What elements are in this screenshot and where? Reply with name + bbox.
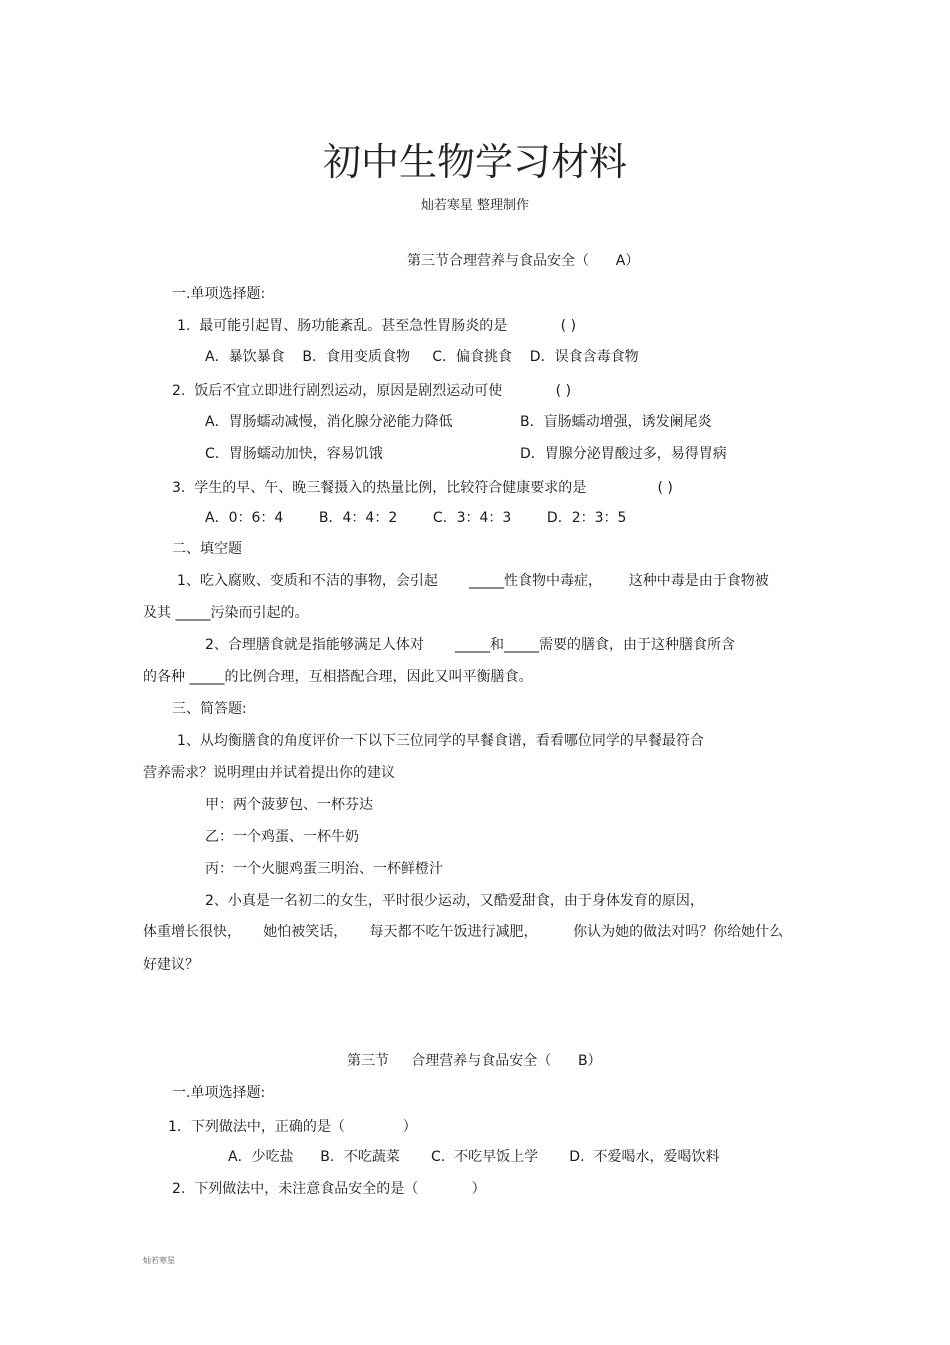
section-a-short1-jia: 甲：两个菠萝包、一杯芬达 xyxy=(205,797,373,813)
section-a-part1-title: 一.单项选择题: xyxy=(172,286,266,302)
section-a-q2: 2. 饭后不宜立即进行剧烈运动，原因是剧烈运动可使 ( ) xyxy=(172,383,572,399)
section-a-q2-option-b: B．盲肠蠕动增强，诱发阑尾炎 xyxy=(520,414,712,430)
section-b-q1: 1．下列做法中，正确的是（ ） xyxy=(168,1119,417,1135)
section-a-short2-line2: 体重增长很快， 她怕被笑话， 每天都不吃午饭进行减肥， 你认为她的做法对吗？你给她什么 xyxy=(143,924,784,940)
section-a-q2-option-c: C．胃肠蠕动加快，容易饥饿 xyxy=(205,446,383,462)
section-a-part2-title: 二、填空题 xyxy=(172,541,242,557)
section-a-part3-title: 三、简答题: xyxy=(172,701,247,717)
section-a-short2-line3: 好建议？ xyxy=(143,957,199,973)
author-line: 灿若寒星 整理制作 xyxy=(420,198,530,213)
section-a-q1: 1. 最可能引起胃、肠功能紊乱。甚至急性胃肠炎的是 ( ) xyxy=(177,318,577,334)
section-a-short1-bing: 丙：一个火腿鸡蛋三明治、一杯鲜橙汁 xyxy=(205,861,443,877)
section-a-q3-options: A．0：6：4 B．4：4：2 C．3：4：3 D．2：3：5 xyxy=(205,510,627,526)
section-a-heading: 第三节合理营养与食品安全（ A） xyxy=(407,253,640,269)
section-a-short2-line1: 2、小真是一名初二的女生，平时很少运动，又酷爱甜食，由于身体发育的原因， xyxy=(205,893,704,909)
section-a-q3: 3. 学生的早、午、晚三餐摄入的热量比例，比较符合健康要求的是 ( ) xyxy=(172,480,673,496)
section-a-q2-option-a: A．胃肠蠕动减慢，消化腺分泌能力降低 xyxy=(205,414,453,430)
section-a-q2-option-d: D．胃腺分泌胃酸过多，易得胃病 xyxy=(520,446,727,462)
document-title: 初中生物学习材料 xyxy=(322,140,627,184)
section-a-q1-options: A．暴饮暴食 B．食用变质食物 C．偏食挑食 D．误食含毒食物 xyxy=(205,349,639,365)
section-b-q1-options: A．少吃盐 B．不吃蔬菜 C. 不吃早饭上学 D. 不爱喝水，爱喝饮料 xyxy=(228,1149,720,1165)
page-footer: 灿若寒星 xyxy=(143,1256,175,1265)
section-a-fill1-line2: 及其 _____污染而引起的。 xyxy=(143,605,309,621)
section-a-short1-yi: 乙：一个鸡蛋、一杯牛奶 xyxy=(205,829,359,845)
section-b-q2: 2. 下列做法中，未注意食品安全的是（ ） xyxy=(172,1181,486,1197)
section-a-fill2-line2: 的各种 _____的比例合理，互相搭配合理，因此又叫平衡膳食。 xyxy=(143,669,533,685)
section-b-heading: 第三节 合理营养与食品安全（ B） xyxy=(347,1053,602,1069)
section-b-part1-title: 一.单项选择题: xyxy=(172,1085,266,1101)
section-a-fill1-line1: 1、吃入腐败、变质和不洁的事物，会引起 _____性食物中毒症， 这种中毒是由于食物被 xyxy=(177,573,769,589)
section-a-fill2-line1: 2、合理膳食就是指能够满足人体对 _____和_____需要的膳食，由于这种膳食所含 xyxy=(205,637,736,653)
section-a-short1-line2: 营养需求？说明理由并试着提出你的建议 xyxy=(143,765,395,781)
section-a-short1-line1: 1、从均衡膳食的角度评价一下以下三位同学的早餐食谱，看看哪位同学的早餐最符合 xyxy=(177,733,704,749)
